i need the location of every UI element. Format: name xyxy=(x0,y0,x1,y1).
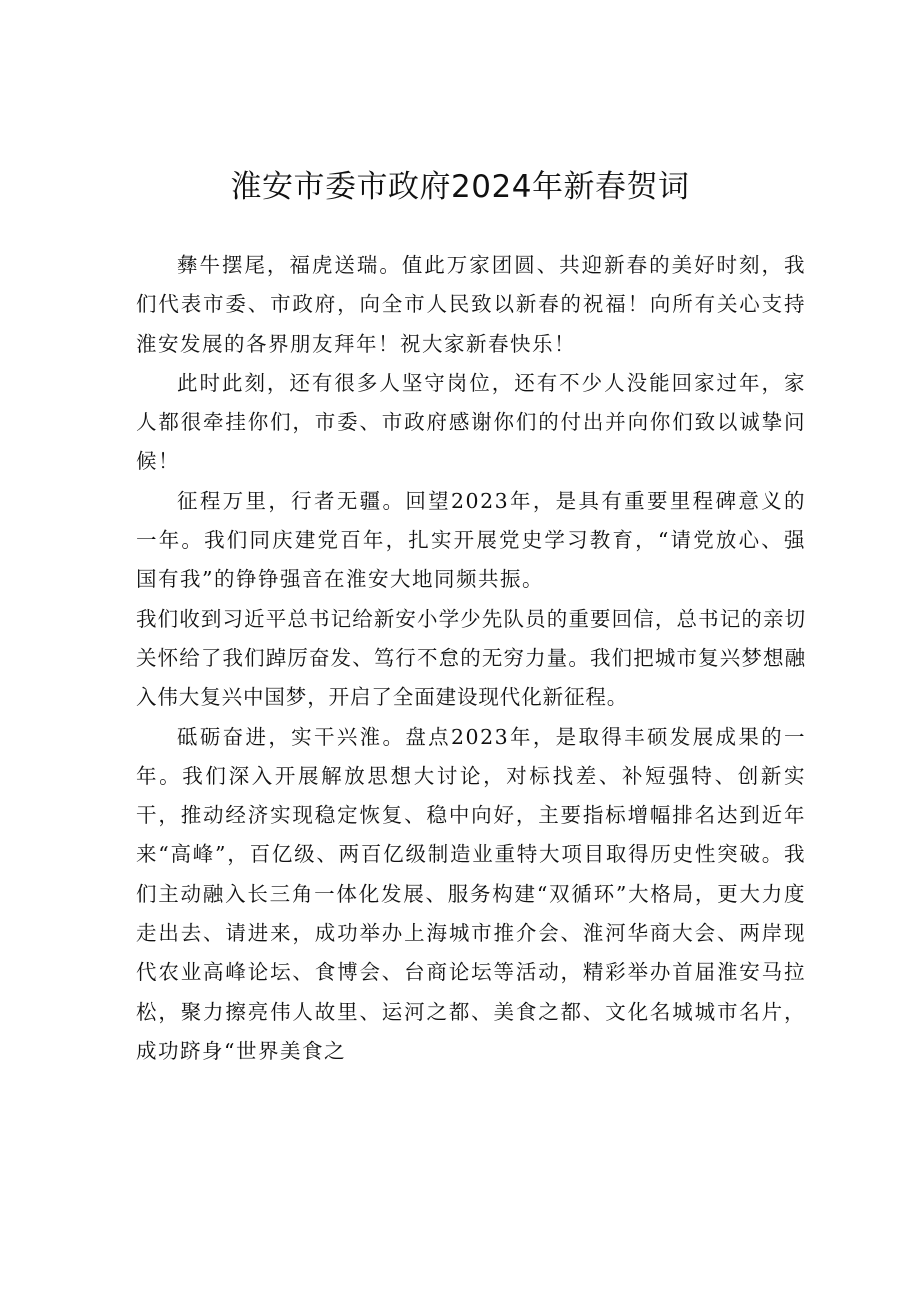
paragraph-development-results: 砥砺奋进，实干兴淮。盘点2023年，是取得丰硕发展成果的一年。我们深入开展解放思想大讨论，对标找差、补短强特、创新实干，推动经济实现稳定恢复、稳中向好，主要指标增幅排名达到近年来“高峰”，百亿级、两百亿级制造业重特大项目取得历史性突破。我们主动融入长三角一体化发展、服务构建“双循环”大格局，更大力度走出去、请进来，成功举办上海城市推介会、淮河华商大会、两岸现代农业高峰论坛、食博会、台商论坛等活动，精彩举办首届淮安马拉松，聚力擦亮伟人故里、运河之都、美食之都、文化名城城市名片，成功跻身“世界美食之 xyxy=(136,724,806,1063)
paragraph-letter-reply: 我们收到习近平总书记给新安小学少先队员的重要回信，总书记的亲切关怀给了我们踔厉奋发、笃行不怠的无穷力量。我们把城市复兴梦想融入伟大复兴中国梦，开启了全面建设现代化新征程。 xyxy=(136,606,806,710)
paragraph-thanks-to-workers: 此时此刻，还有很多人坚守岗位，还有不少人没能回家过年，家人都很牵挂你们，市委、市政府感谢你们的付出并向你们致以诚挚问候！ xyxy=(136,370,806,474)
paragraph-new-year-greeting: 彝牛摆尾，福虎送瑞。值此万家团圆、共迎新春的美好时刻，我们代表市委、市政府，向全市人民致以新春的祝福！向所有关心支持淮安发展的各界朋友拜年！祝大家新春快乐！ xyxy=(136,253,806,356)
paragraph-review-2023: 征程万里，行者无疆。回望2023年，是具有重要里程碑意义的一年。我们同庆建党百年，扎实开展党史学习教育，“请党放心、强国有我”的铮铮强音在淮安大地同频共振。 xyxy=(136,488,806,592)
document-title: 淮安市委市政府2024年新春贺词 xyxy=(230,169,690,205)
document-body xyxy=(136,246,806,1071)
